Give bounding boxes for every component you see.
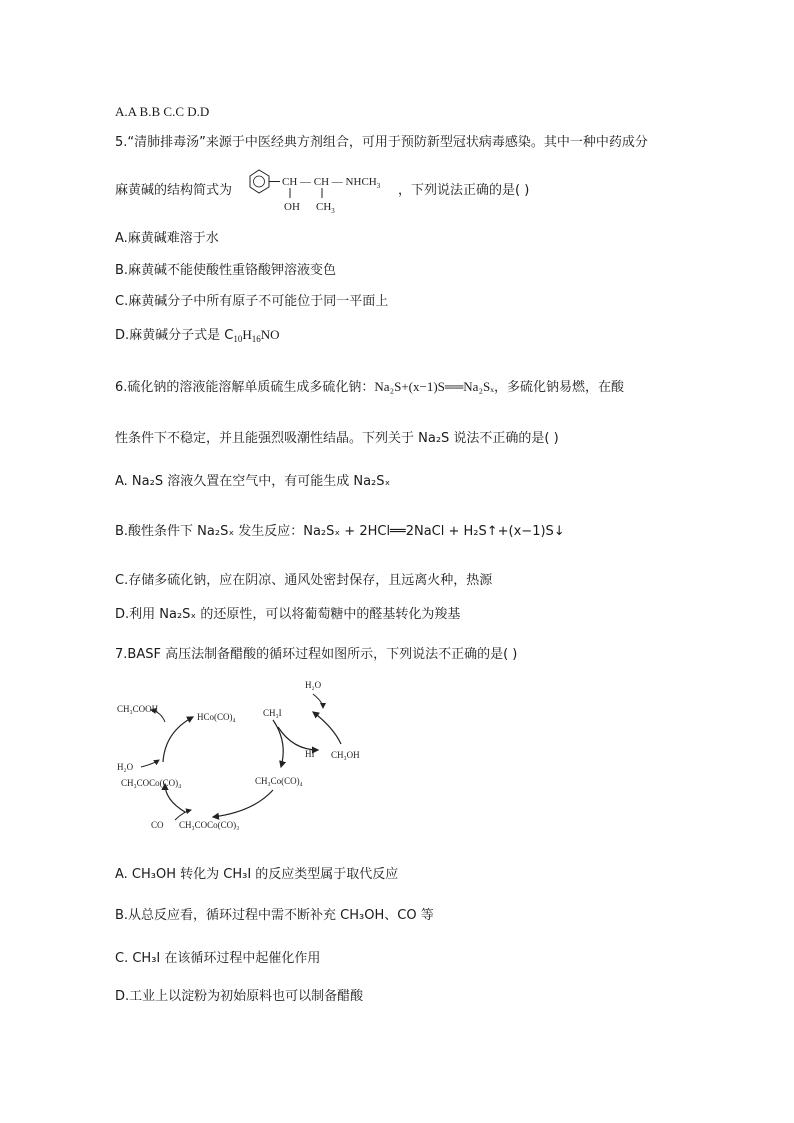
q5-option-a: A.麻黄碱难溶于水 bbox=[115, 231, 219, 246]
q7-stem: 7.BASF 高压法制备醋酸的循环过程如图所示，下列说法不正确的是( ) bbox=[115, 647, 518, 662]
ephedrine-structure bbox=[244, 166, 394, 218]
label-co: CO bbox=[151, 820, 164, 830]
co-arc bbox=[175, 810, 191, 820]
cycle-arc-bottom-left bbox=[165, 784, 185, 812]
q5-option-d-h: H bbox=[242, 327, 252, 342]
q5-stem-line1: 5.“清肺排毒汤”来源于中医经典方剂组合，可用于预防新型冠状病毒感染。其中一种中药成分 bbox=[115, 135, 648, 150]
q7-option-b: B.从总反应看，循环过程中需不断补充 CH₃OH、CO 等 bbox=[115, 908, 434, 923]
h2o-arc bbox=[313, 694, 323, 708]
q6-option-d: D.利用 Na₂Sₓ 的还原性，可以将葡萄糖中的醛基转化为羧基 bbox=[115, 607, 461, 622]
q6-option-a: A. Na₂S 溶液久置在空气中，有可能生成 Na₂Sₓ bbox=[115, 474, 391, 489]
q7-option-d: D.工业上以淀粉为初始原料也可以制备醋酸 bbox=[115, 989, 364, 1004]
q5-option-d-no: NO bbox=[260, 327, 280, 342]
hi-arc bbox=[278, 727, 318, 750]
structure-ch3: $CH_3$ bbox=[316, 201, 335, 215]
q5-option-d-text: D.麻黄碱分子式是 C bbox=[115, 328, 234, 343]
basf-cycle-diagram bbox=[113, 672, 375, 840]
cycle-arc-bottom-right bbox=[213, 790, 273, 817]
q7-option-c: C. CH₃I 在该循环过程中起催化作用 bbox=[115, 951, 321, 966]
q6-option-b: B.酸性条件下 Na₂Sₓ 发生反应：Na₂Sₓ + 2HCl══2NaCl + H₂S↑+(x−1)S↓ bbox=[115, 524, 565, 539]
label-ch3cooh: CH₃COOH bbox=[117, 704, 159, 714]
q7-option-a: A. CH₃OH 转化为 CH₃I 的反应类型属于取代反应 bbox=[115, 867, 399, 882]
label-ch3oh: CH₃OH bbox=[331, 750, 360, 760]
structure-main-chain: CH — CH — $NHCH_3$ bbox=[282, 176, 381, 190]
label-hi: HI bbox=[305, 749, 315, 759]
q5-stem-pre: 麻黄碱的结构简式为 bbox=[115, 183, 233, 198]
q6-stem-line2: 性条件下不稳定，并且能强烈吸潮性结晶。下列关于 Na₂S 说法不正确的是( ) bbox=[115, 431, 559, 446]
q6-stem-line1 bbox=[115, 378, 624, 397]
label-hco: HCo(CO)₄ bbox=[197, 712, 236, 722]
label-ch3coco3: CH₃COCo(CO)₃ bbox=[179, 820, 240, 830]
structure-oh: OH bbox=[284, 201, 300, 213]
label-ch3coco4: CH₃COCo(CO)₄ bbox=[121, 778, 182, 788]
q5-stem-line2 bbox=[115, 182, 232, 200]
h2o-left-arc bbox=[141, 760, 159, 767]
ch3oh-arc bbox=[313, 712, 341, 744]
q5-stem-line2-post: ，下列说法正确的是( ) bbox=[398, 183, 530, 198]
benzene-ring-icon bbox=[250, 170, 269, 193]
q5-option-b: B.麻黄碱不能使酸性重铬酸钾溶液变色 bbox=[115, 263, 337, 278]
q5-option-d-sub1: 10 bbox=[233, 334, 243, 344]
q5-option-c: C.麻黄碱分子中所有原子不可能位于同一平面上 bbox=[115, 294, 389, 309]
q4-options: A.A B.B C.C D.D bbox=[115, 104, 210, 119]
label-h2o-left: H₂O bbox=[117, 762, 134, 772]
cycle-arc-left bbox=[163, 717, 193, 762]
q5-option-d bbox=[115, 326, 280, 348]
q6-option-c: C.存储多硫化钠，应在阴凉、通风处密封保存，且远离火种，热源 bbox=[115, 573, 493, 588]
q6-stem-post: ，多硫化钠易燃，在酸 bbox=[494, 380, 625, 395]
q5-option-d-sub2: 16 bbox=[251, 334, 261, 344]
q6-stem-pre: 6.硫化钠的溶液能溶解单质硫生成多硫化钠： bbox=[115, 380, 375, 395]
label-ch3i: CH₃I bbox=[263, 708, 282, 718]
q6-equation: Na₂S+(x−1)S══Na₂Sₓ bbox=[374, 379, 494, 394]
label-h2o-top: H₂O bbox=[305, 680, 322, 690]
label-ch3co4: CH₃Co(CO)₄ bbox=[255, 776, 303, 786]
